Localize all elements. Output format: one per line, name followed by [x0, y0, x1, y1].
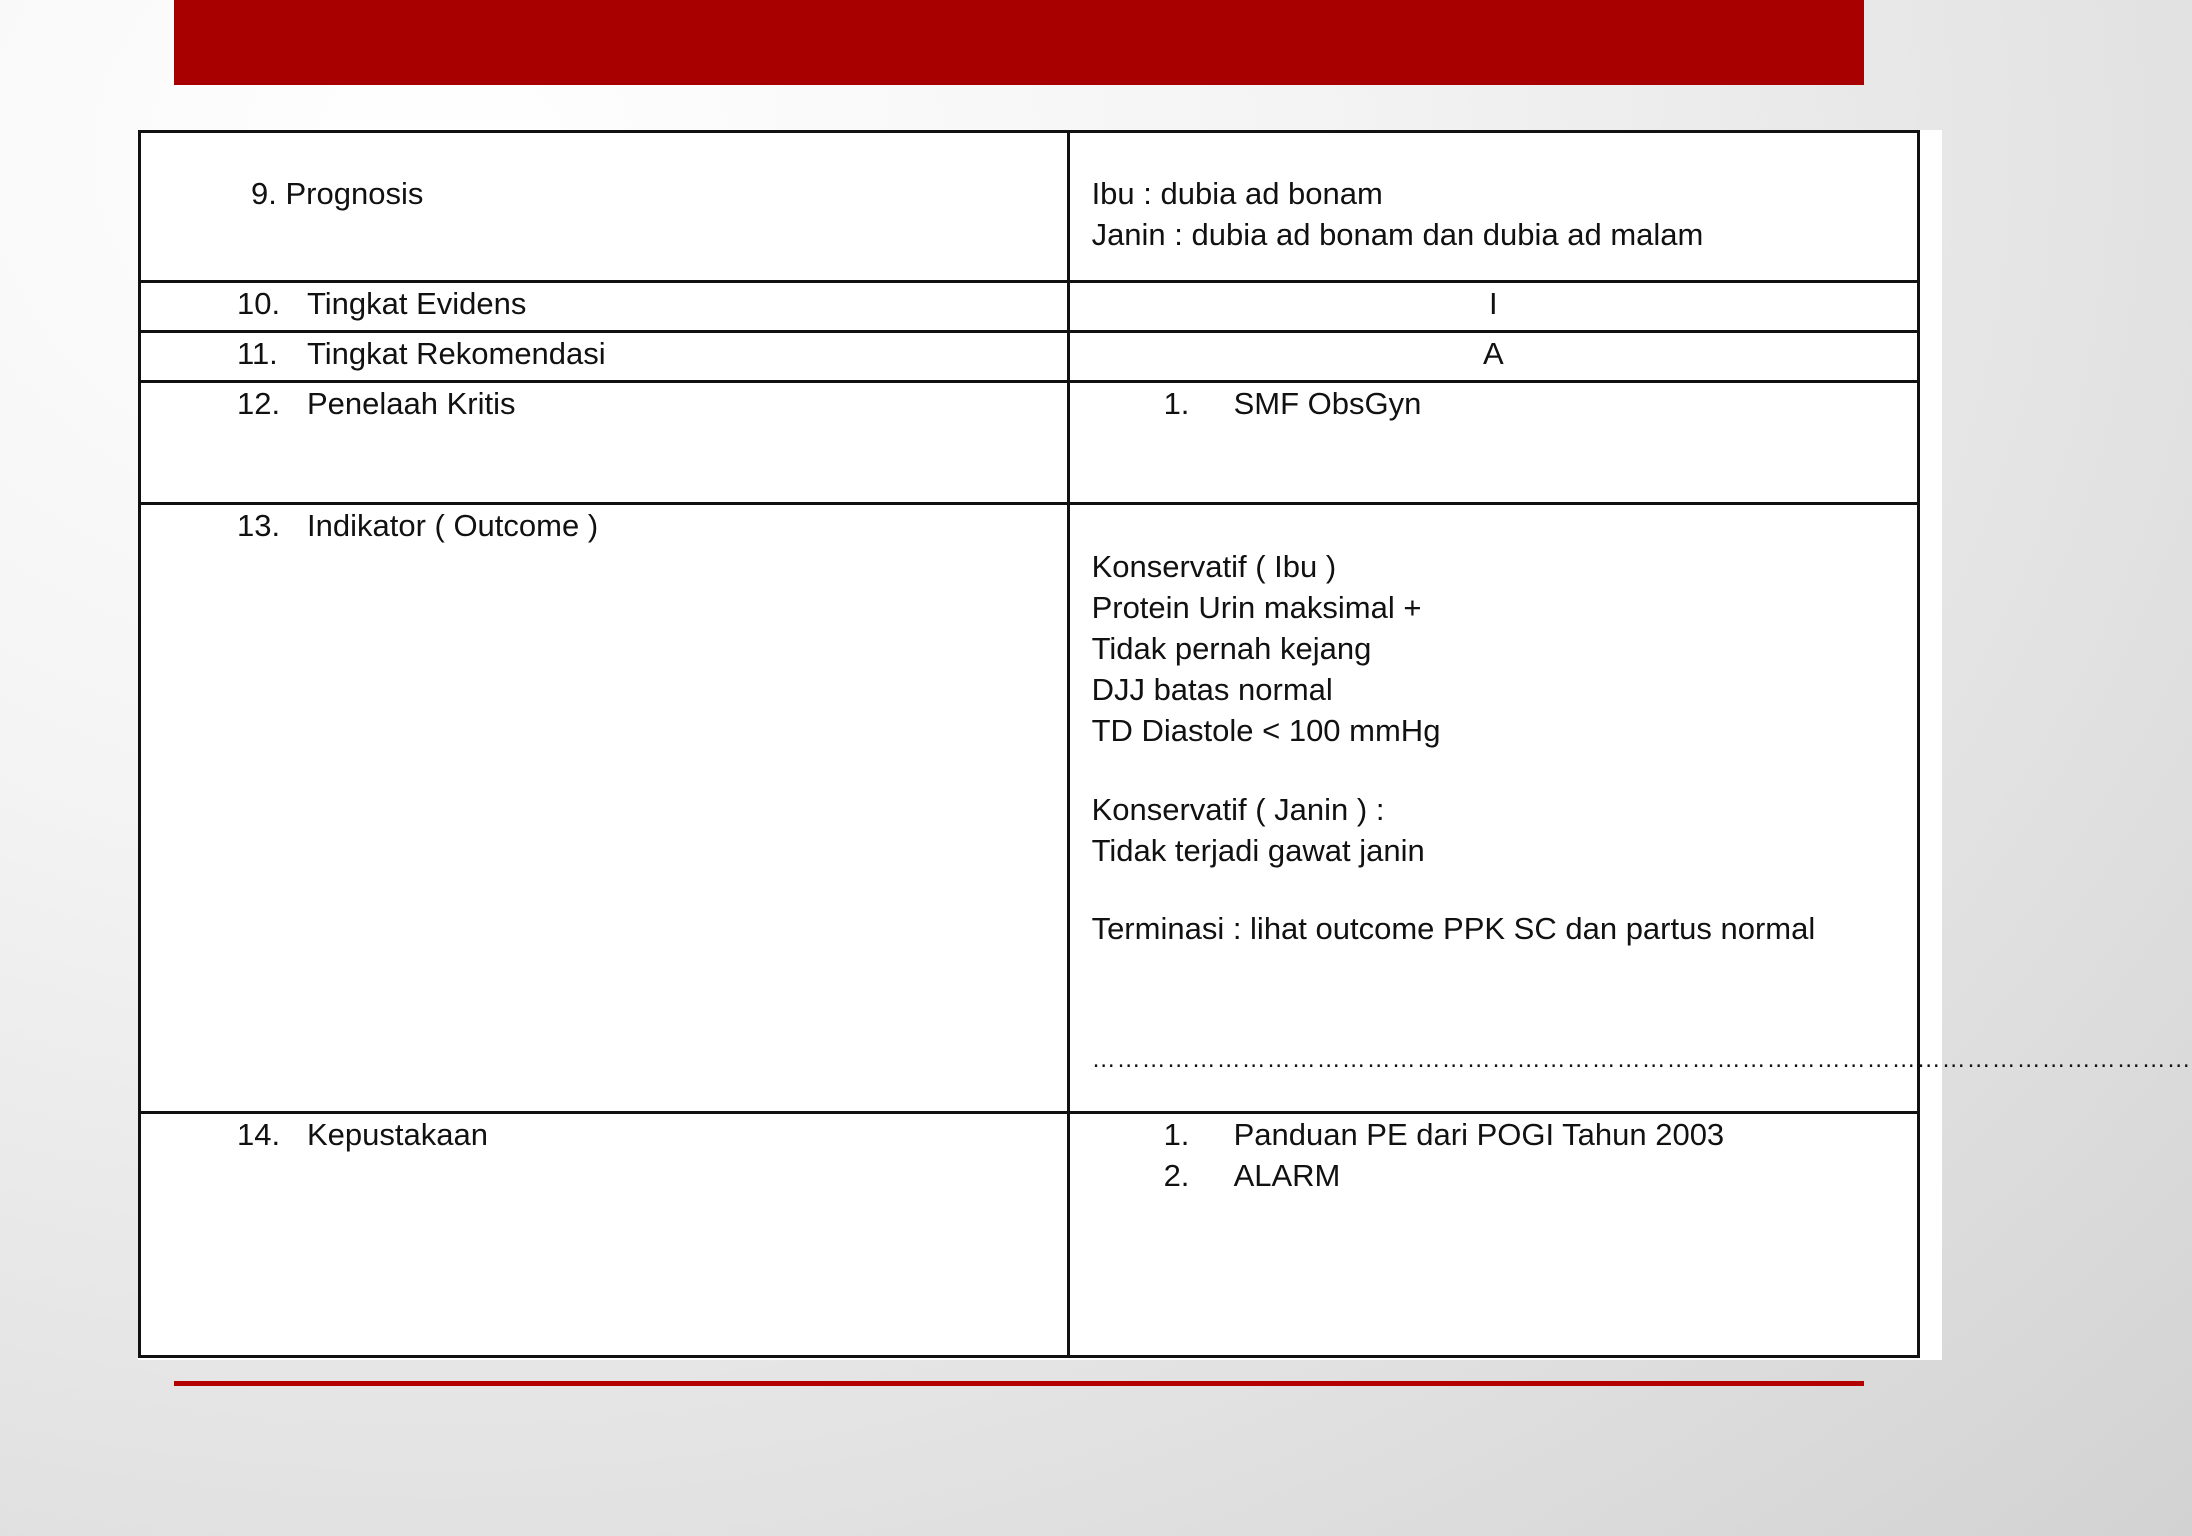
list-number: 1.: [1163, 1117, 1190, 1152]
label-penelaah-kritis: [140, 382, 1069, 504]
outcome-konservatif-janin: Konservatif ( Janin ) :: [1091, 792, 1385, 827]
list-item: [1070, 1155, 1917, 1196]
label-tingkat-rekomendasi: [140, 332, 1069, 382]
dotted-leader: ……………………………………………………………………………………………………………………: [1091, 1046, 2192, 1073]
list-number: 1.: [1163, 386, 1190, 421]
prognosis-janin: Janin : dubia ad bonam dan dubia ad malam: [1091, 217, 1704, 252]
row-label: Tingkat Rekomendasi: [307, 336, 606, 371]
value-prognosis: [1068, 132, 1918, 282]
list-number: 2.: [1163, 1158, 1190, 1193]
table-row-prognosis: [140, 132, 1919, 282]
list-text: Panduan PE dari POGI Tahun 2003: [1233, 1117, 1725, 1152]
document-sheet: [138, 130, 2192, 1360]
outcome-kejang: Tidak pernah kejang: [1091, 631, 1372, 666]
label-tingkat-evidens: [140, 282, 1069, 332]
label-prognosis: [140, 132, 1069, 282]
row-number: 11.: [237, 336, 278, 371]
outcome-terminasi: Terminasi : lihat outcome PPK SC dan partus normal: [1091, 911, 1816, 946]
clinical-pathway-table: [138, 130, 2192, 1358]
row-number: 9.: [251, 176, 277, 211]
outcome-konservatif-ibu: Konservatif ( Ibu ): [1091, 549, 1337, 584]
list-item: [1070, 383, 1917, 424]
value-tingkat-evidens: I: [1068, 282, 1918, 332]
list-text: ALARM: [1233, 1158, 1341, 1193]
row-label: Prognosis: [285, 176, 424, 211]
table-row-tingkat-evidens: [140, 282, 1919, 332]
table-row-penelaah-kritis: [140, 382, 1919, 504]
value-tingkat-rekomendasi: A: [1068, 332, 1918, 382]
table-row-indikator: [140, 504, 1919, 1113]
row-number: 10.: [237, 286, 281, 321]
label-kepustakaan: [140, 1113, 1069, 1357]
value-kepustakaan: [1068, 1113, 1918, 1357]
table-row-kepustakaan: [140, 1113, 1919, 1357]
footer-rule: [174, 1381, 1864, 1386]
row-number: 13.: [237, 508, 281, 543]
table-row-tingkat-rekomendasi: [140, 332, 1919, 382]
row-label: Kepustakaan: [307, 1117, 488, 1152]
label-indikator: [140, 504, 1069, 1113]
outcome-td-diastole: TD Diastole < 100 mmHg: [1091, 713, 1441, 748]
prognosis-ibu: Ibu : dubia ad bonam: [1091, 176, 1383, 211]
list-item: [1070, 1114, 1917, 1155]
value-penelaah-kritis: [1068, 382, 1918, 504]
row-number: 14.: [237, 1117, 281, 1152]
outcome-djj: DJJ batas normal: [1091, 672, 1333, 707]
outcome-gawat-janin: Tidak terjadi gawat janin: [1091, 833, 1425, 868]
row-label: Penelaah Kritis: [307, 386, 516, 421]
row-label: Indikator ( Outcome ): [307, 508, 599, 543]
list-text: SMF ObsGyn: [1233, 386, 1422, 421]
outcome-protein-urin: Protein Urin maksimal +: [1091, 590, 1422, 625]
header-bar: [174, 0, 1864, 85]
row-number: 12.: [237, 386, 281, 421]
row-label: Tingkat Evidens: [307, 286, 527, 321]
value-indikator: [1068, 504, 2192, 1113]
